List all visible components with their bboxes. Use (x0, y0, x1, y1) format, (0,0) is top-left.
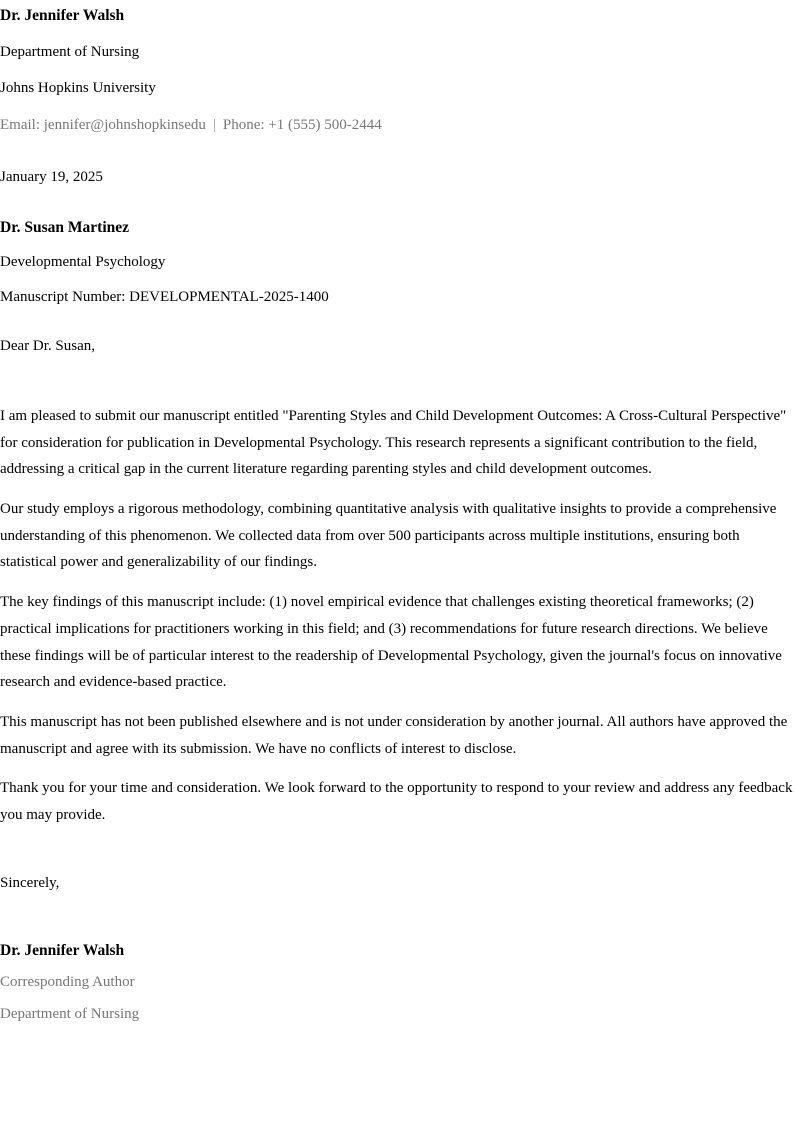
recipient-journal: Developmental Psychology (0, 254, 166, 270)
signature-block (0, 891, 794, 1023)
body-paragraph: I am pleased to submit our manuscript entitled "Parenting Styles and Child Development Outcomes: A Cross-Cultural Perspective" for consideration for publication in Developmental Psychology. This research represents a significant contribution to the field, addressing a critical gap in the current literature regarding parenting styles and child development outcomes. (0, 408, 787, 478)
signature-role: Corresponding Author (0, 974, 135, 991)
letter-body (0, 354, 794, 829)
manuscript-number: Manuscript Number: DEVELOPMENTAL-2025-1400 (0, 289, 329, 305)
signature-department: Department of Nursing (0, 1006, 140, 1023)
recipient-block (0, 185, 794, 306)
salutation: Dear Dr. Susan, (0, 338, 95, 354)
body-paragraph: The key findings of this manuscript include: (1) novel empirical evidence that challenges existing theoretical frameworks; (2) practical implications for practitioners working in this field; and (3) recommendations for future research directions. We believe these findings will be of particular interest to the readership of Developmental Psychology, given the journal's focus on innovative research and evidence-based practice. (0, 594, 782, 691)
recipient-name: Dr. Susan Martinez (0, 218, 130, 236)
sender-phone: Phone: +1 (555) 500-2444 (222, 116, 382, 133)
signature-name: Dr. Jennifer Walsh (0, 941, 125, 959)
sender-department: Department of Nursing (0, 43, 140, 60)
sender-email: Email: jennifer@johnshopkinsedu (0, 116, 206, 133)
letter-date: January 19, 2025 (0, 168, 103, 185)
body-paragraph: Thank you for your time and consideration. We look forward to the opportunity to respond to your review and address any feedback you may provide. (0, 780, 793, 823)
sender-block (0, 0, 794, 133)
body-paragraph: This manuscript has not been published elsewhere and is not under consideration by another journal. All authors have approved the manuscript and agree with its submission. We have no conflicts of interest to disclose. (0, 713, 788, 757)
body-paragraph: Our study employs a rigorous methodology, combining quantitative analysis with qualitative insights to provide a comprehensive understanding of this phenomenon. We collected data from over 500 participants across multiple institutions, ensuring both statistical power and generalizability of our findings. (0, 501, 777, 571)
closing-line: Sincerely, (0, 874, 60, 891)
sender-name: Dr. Jennifer Walsh (0, 7, 125, 24)
sender-contact-line (0, 96, 794, 133)
sender-institution: Johns Hopkins University (0, 79, 156, 96)
contact-separator: | (212, 116, 216, 133)
